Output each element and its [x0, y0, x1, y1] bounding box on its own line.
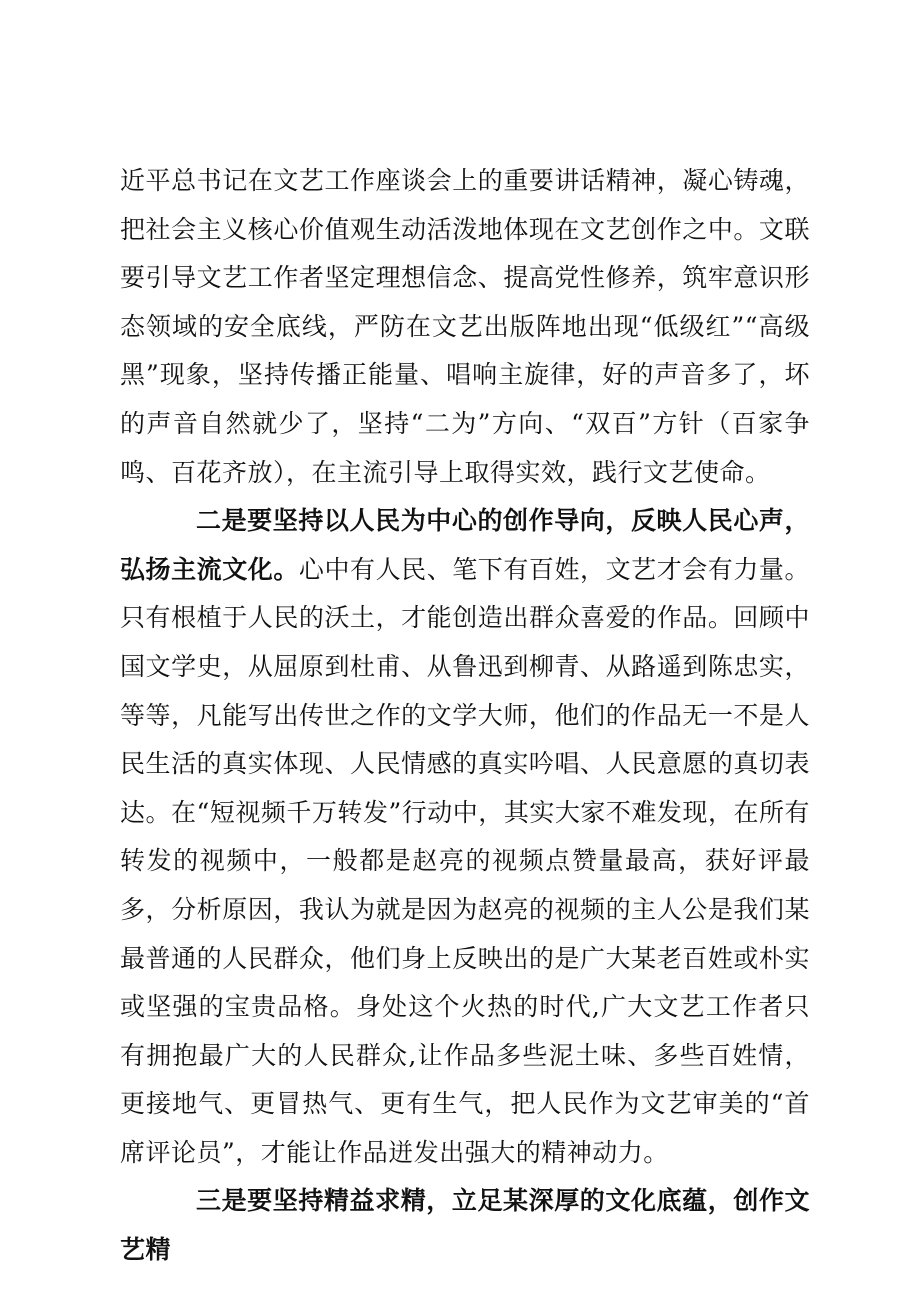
paragraph-1-text: 近平总书记在文艺工作座谈会上的重要讲话精神，凝心铸魂，把社会主义核心价值观生动活泼地体现在文艺创作之中。文联要引导文艺工作者坚定理想信念、提高党性修养，筑牢意识形态领域的安全底线，严防在文艺出版阵地出现“低级红”“高级黑”现象，坚持传播正能量、唱响主旋律，好的声音多了，坏的声音自然就少了，坚持“二为”方向、“双百”方针（百家争鸣、百花齐放），在主流引导上取得实效，践行文艺使命。: [120, 166, 810, 487]
paragraph-1: [120, 157, 810, 497]
paragraph-2-lead: 二是要坚持以人民为中心的创作导向，反映人民心声，弘扬主流文化。: [120, 506, 810, 584]
document-body: [120, 157, 810, 1275]
paragraph-3: [120, 1177, 810, 1274]
paragraph-2: [120, 497, 810, 1177]
paragraph-3-lead: 三是要坚持精益求精，立足某深厚的文化底蕴，创作文艺精: [120, 1186, 810, 1265]
paragraph-2-text: 心中有人民、笔下有百姓，文艺才会有力量。只有根植于人民的沃土，才能创造出群众喜爱的作品。回顾中国文学史，从屈原到杜甫、从鲁迅到柳青、从路遥到陈忠实，等等，凡能写出传世之作的文学大师，他们的作品无一不是人民生活的真实体现、人民情感的真实吟唱、人民意愿的真切表达。在“短视频千万转发”行动中，其实大家不难发现，在所有转发的视频中，一般都是赵亮的视频点赞量最高，获好评最多，分析原因，我认为就是因为赵亮的视频的主人公是我们某最普通的人民群众，他们身上反映出的是广大某老百姓或朴实或坚强的宝贵品格。身处这个火热的时代,广大文艺工作者只有拥抱最广大的人民群众,让作品多些泥土味、多些百姓情，更接地气、更冒热气、更有生气，把人民作为文艺审美的“首席评论员”，才能让作品迸发出强大的精神动力。: [120, 554, 810, 1167]
